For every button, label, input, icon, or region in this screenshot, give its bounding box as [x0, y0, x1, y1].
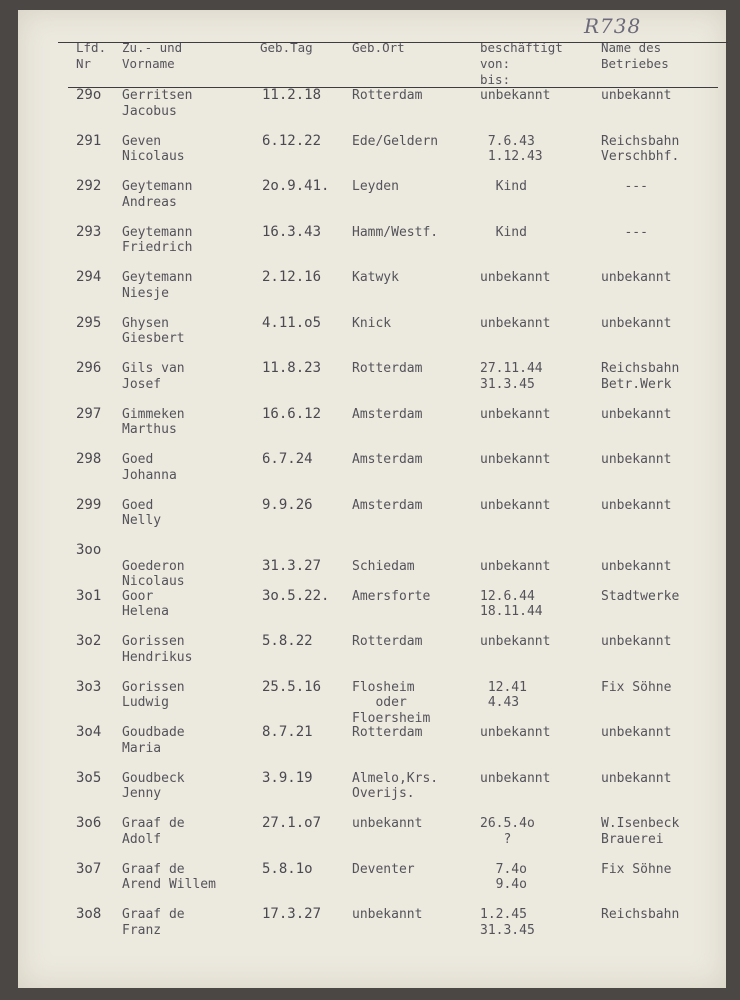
header-nr: Lfd. Nr	[76, 40, 107, 71]
table-row	[18, 225, 726, 271]
row-birth-place: Rotterdam	[352, 88, 423, 103]
row-birth-place: Rotterdam	[352, 634, 423, 649]
row-name: Graaf de Adolf	[122, 816, 185, 847]
row-employed: unbekannt	[480, 725, 551, 740]
row-birth-place: Amsterdam	[352, 452, 423, 467]
row-number: 291	[76, 132, 102, 149]
row-employed: Kind	[480, 179, 527, 194]
row-firm: Stadtwerke	[601, 588, 680, 604]
row-birth-date: 31.3.27	[262, 557, 322, 574]
row-birth-place: Deventer	[352, 861, 415, 877]
row-birth-place: Flosheim oder Floersheim	[352, 679, 431, 726]
row-firm: W.Isenbeck Brauerei	[601, 816, 680, 847]
row-birth-date: 11.8.23	[262, 360, 322, 376]
row-employed: 12.41 4.43	[487, 679, 527, 710]
row-birth-place: Hamm/Westf.	[352, 224, 439, 240]
row-firm: unbekannt	[601, 634, 672, 649]
row-firm: unbekannt	[601, 497, 672, 513]
row-name: Geytemann Andreas	[122, 179, 193, 210]
row-employed: unbekannt	[480, 88, 551, 103]
row-employed: 27.11.44 31.3.45	[480, 361, 543, 392]
row-number: 297	[76, 405, 102, 422]
row-employed: unbekannt	[480, 558, 551, 574]
row-birth-date: 25.5.16	[262, 678, 322, 695]
row-birth-date: 4.11.o5	[262, 314, 322, 331]
row-firm: unbekannt	[601, 315, 672, 331]
row-employed: 12.6.44 18.11.44	[480, 588, 543, 619]
row-birth-place: Rotterdam	[352, 725, 423, 740]
row-birth-place: Amsterdam	[352, 406, 423, 422]
header-top-rule	[58, 42, 728, 43]
row-number: 299	[76, 496, 102, 513]
row-firm: unbekannt	[601, 406, 672, 422]
row-number: 3oo	[76, 542, 102, 558]
table-row	[18, 725, 726, 771]
table-row	[18, 816, 726, 862]
row-birth-place: unbekannt	[352, 907, 423, 922]
table-row	[18, 771, 726, 817]
row-name: Goed Nelly	[122, 497, 162, 528]
header-firm: Name des Betriebes	[601, 40, 669, 71]
row-name: Goed Johanna	[122, 452, 177, 483]
row-name: Gorissen Hendrikus	[122, 634, 193, 665]
row-number: 293	[76, 223, 102, 240]
row-number: 296	[76, 360, 102, 376]
row-name: Gerritsen Jacobus	[122, 88, 193, 119]
row-employed: unbekannt	[480, 497, 551, 513]
table-row	[18, 270, 726, 316]
row-birth-date: 16.6.12	[262, 405, 322, 422]
row-employed: unbekannt	[480, 634, 551, 649]
row-birth-place: Amsterdam	[352, 497, 423, 513]
row-name: Geytemann Friedrich	[122, 224, 193, 255]
row-employed: unbekannt	[480, 452, 551, 467]
table-row	[18, 316, 726, 362]
row-firm: Fix Söhne	[601, 861, 672, 877]
row-employed: 7.4o 9.4o	[495, 861, 527, 892]
table-row	[18, 634, 726, 680]
row-employed: 1.2.45 31.3.45	[480, 907, 535, 938]
row-number: 3o8	[76, 906, 102, 922]
row-birth-date: 2.12.16	[262, 269, 322, 285]
row-number: 3o3	[76, 678, 102, 695]
table-row	[18, 498, 726, 544]
row-birth-place: Almelo,Krs. Overijs.	[352, 770, 439, 801]
row-birth-date: 5.8.22	[262, 633, 313, 649]
row-employed: Kind	[480, 224, 527, 240]
row-number: 3o2	[76, 633, 102, 649]
row-birth-date: 6.7.24	[262, 451, 313, 467]
table-row	[18, 452, 726, 498]
row-number: 3o1	[76, 587, 102, 604]
header-place: Geb.Ort	[352, 40, 405, 55]
row-number: 3o4	[76, 724, 102, 740]
row-name: Graaf de Franz	[122, 907, 185, 938]
row-birth-date: 9.9.26	[262, 496, 313, 513]
row-birth-date: 27.1.o7	[262, 815, 322, 831]
table-row	[18, 862, 726, 908]
row-birth-place: Amersforte	[352, 588, 431, 604]
row-birth-date: 3o.5.22.	[262, 587, 330, 604]
row-birth-place: Rotterdam	[352, 361, 423, 376]
row-number: 3o7	[76, 860, 102, 877]
row-name: Goor Helena	[122, 588, 169, 619]
row-employed: unbekannt	[480, 770, 551, 786]
row-birth-place: Ede/Geldern	[352, 133, 439, 149]
row-firm: unbekannt	[601, 452, 672, 467]
row-number: 298	[76, 451, 102, 467]
row-name: Gimmeken Marthus	[122, 406, 185, 437]
row-firm: unbekannt	[601, 270, 672, 285]
header-date: Geb.Tag	[260, 40, 313, 55]
header-name: Zu.- und Vorname	[122, 40, 183, 71]
row-name: Ghysen Giesbert	[122, 315, 185, 346]
archive-mark: R738	[584, 14, 642, 38]
row-firm: Fix Söhne	[601, 679, 672, 695]
table-row	[18, 179, 726, 225]
row-birth-place: unbekannt	[352, 816, 423, 831]
row-employed: 26.5.4o ?	[480, 816, 535, 847]
row-number: 294	[76, 269, 102, 285]
row-birth-date: 3.9.19	[262, 769, 313, 786]
row-firm: unbekannt	[601, 558, 672, 574]
row-firm: Reichsbahn	[601, 907, 680, 922]
row-birth-place: Schiedam	[352, 558, 415, 574]
table-row	[18, 407, 726, 453]
row-birth-date: 2o.9.41.	[262, 178, 330, 194]
table-row	[18, 543, 726, 589]
row-firm: unbekannt	[601, 725, 672, 740]
row-employed: unbekannt	[480, 315, 551, 331]
row-number: 292	[76, 178, 102, 194]
row-employed: unbekannt	[480, 406, 551, 422]
row-firm: ---	[601, 179, 648, 194]
table-row	[18, 680, 726, 726]
row-employed: 7.6.43 1.12.43	[487, 133, 543, 164]
row-birth-place: Leyden	[352, 179, 399, 194]
document-page	[18, 10, 726, 988]
row-number: 3o6	[76, 815, 102, 831]
row-name: Goudbade Maria	[122, 725, 185, 756]
row-number: 29o	[76, 87, 102, 103]
row-name: Geytemann Niesje	[122, 270, 193, 301]
row-birth-date: 8.7.21	[262, 724, 313, 740]
row-firm: ---	[601, 224, 648, 240]
row-birth-date: 17.3.27	[262, 906, 322, 922]
row-name: Gils van Josef	[122, 361, 185, 392]
header-employed: beschäftigt von: bis:	[480, 40, 563, 87]
row-name: Gorissen Ludwig	[122, 679, 185, 710]
table-row	[18, 589, 726, 635]
row-firm: Reichsbahn Betr.Werk	[601, 361, 680, 392]
row-name: Goederon Nicolaus	[122, 558, 185, 589]
row-firm: unbekannt	[601, 770, 672, 786]
row-name: Graaf de Arend Willem	[122, 861, 216, 892]
table-row	[18, 134, 726, 180]
row-birth-place: Katwyk	[352, 270, 399, 285]
row-firm: unbekannt	[601, 88, 672, 103]
row-number: 295	[76, 314, 102, 331]
table-row	[18, 88, 726, 134]
table-row	[18, 907, 726, 953]
row-birth-date: 16.3.43	[262, 223, 322, 240]
table-row	[18, 361, 726, 407]
row-firm: Reichsbahn Verschbhf.	[601, 133, 680, 164]
row-number: 3o5	[76, 769, 102, 786]
row-name: Geven Nicolaus	[122, 133, 185, 164]
row-birth-place: Knick	[352, 315, 392, 331]
row-name: Goudbeck Jenny	[122, 770, 185, 801]
row-birth-date: 11.2.18	[262, 87, 322, 103]
row-employed: unbekannt	[480, 270, 551, 285]
row-birth-date: 6.12.22	[262, 132, 322, 149]
row-birth-date: 5.8.1o	[262, 860, 313, 877]
